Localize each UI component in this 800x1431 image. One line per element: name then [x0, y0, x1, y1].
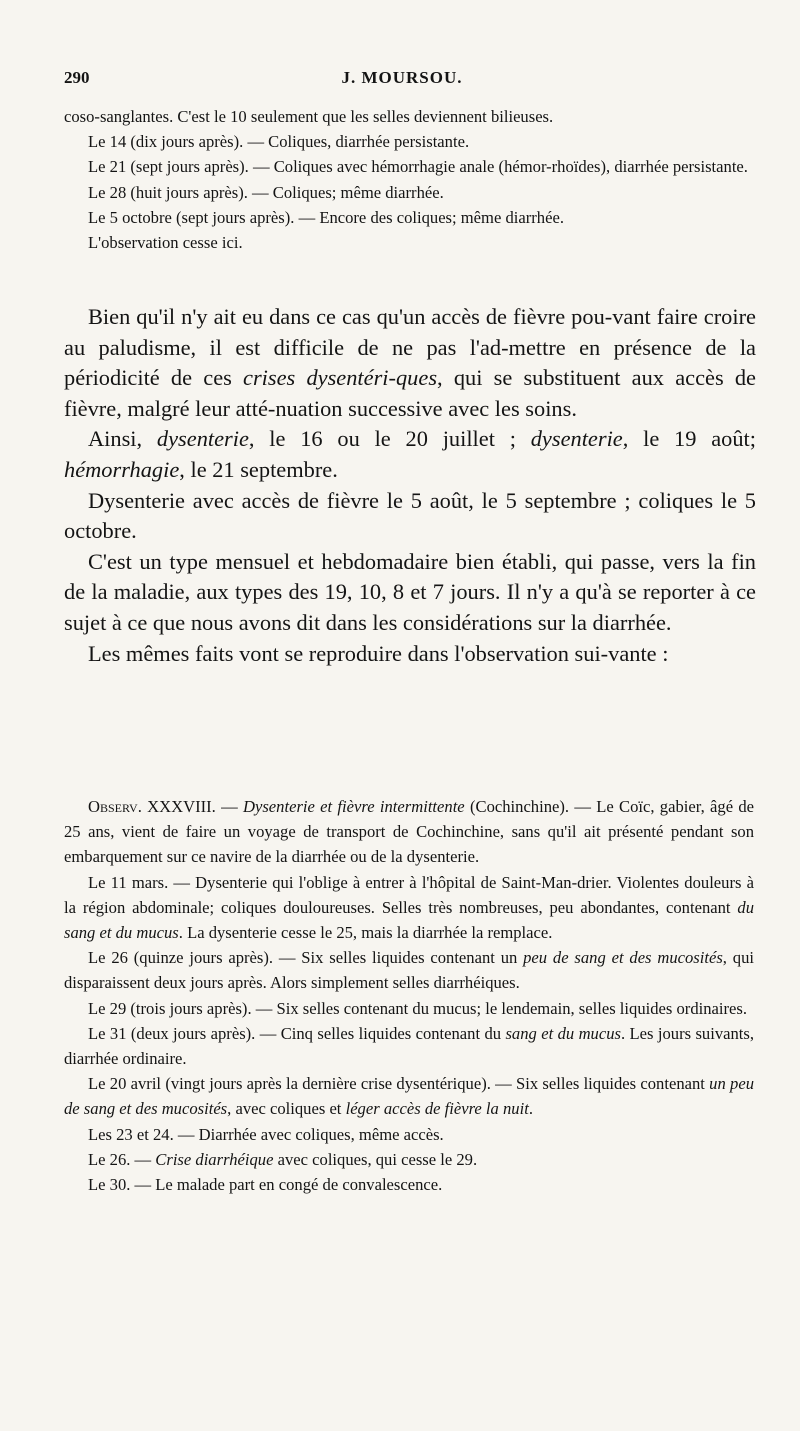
- paragraph: Les mêmes faits vont se reproduire dans l'observation sui-vante :: [88, 640, 669, 666]
- italic-text: crises dysentéri-ques: [243, 365, 438, 391]
- page-header: [64, 68, 740, 92]
- paragraph: C'est un type mensuel et hebdomadaire bien établi, qui passe, vers la fin de la maladie, aux types des 19, 10, 8 et 7 jours. Il n'y a qu'à se reporter à ce sujet à ce que nous avons dit dans les considérations sur la diarrhée.: [64, 548, 756, 635]
- paragraph: [64, 870, 754, 946]
- paragraph: [64, 794, 754, 870]
- text: Le 26. —: [88, 1149, 156, 1169]
- paragraph: [64, 424, 756, 485]
- text: , avec coliques et: [227, 1099, 346, 1119]
- text: avec coliques, qui cesse le 29.: [273, 1149, 478, 1169]
- paragraph: [64, 1147, 754, 1172]
- paragraph: [64, 945, 754, 995]
- text: Le 31 (deux jours après). — Cinq selles liquides contenant du: [88, 1023, 506, 1043]
- running-head: J. MOURSOU.: [341, 68, 463, 87]
- text: Bien qu'il n'y ait eu dans ce cas qu'un accès de fièvre pou-vant faire croire au paludisme, il est difficile de ne pas l'ad-mettre en présence de la périodicité de ces: [64, 304, 756, 391]
- text: , qui disparaissent deux jours après. Alors simplement selles diarrhéiques.: [64, 948, 754, 993]
- paragraph: Dysenterie avec accès de fièvre le 5 août, le 5 septembre ; coliques le 5 octobre.: [64, 487, 756, 544]
- text: Le 26 (quinze jours après). — Six selles liquides contenant un: [88, 948, 524, 968]
- italic-text: léger accès de fièvre la nuit: [345, 1099, 529, 1119]
- paragraph: [64, 1071, 754, 1121]
- paragraph: Le 5 octobre (sept jours après). — Encore des coliques; même diarrhée.: [88, 207, 564, 227]
- italic-text: peu de sang et des mucosités: [523, 948, 723, 968]
- commentary: [64, 302, 756, 669]
- observation-label: Observ. XXXVIII.: [88, 797, 216, 816]
- italic-text: du sang et du mucus: [64, 897, 754, 943]
- observation-title: Dysenterie et fièvre intermittente: [243, 797, 465, 816]
- italic-text: sang et du mucus: [505, 1023, 621, 1043]
- page-number: 290: [64, 68, 90, 87]
- text: (Cochinchine). — Le Coïc, gabier, âgé de 25 ans, vient de faire un voyage de transport de Cochinchine, sans qu'il ait présenté pendant son embarquement sur ce navire de la diarrhée ou de la dysenterie.: [64, 797, 755, 867]
- text: Le 11 mars. — Dysenterie qui l'oblige à entrer à l'hôpital de Saint-Man-drier. Violentes douleurs à la région abdominale; coliques douloureuses. Selles très nombreuses, peu abondantes, contenant: [64, 872, 754, 917]
- paragraph: Le 30. — Le malade part en congé de convalescence.: [88, 1175, 443, 1195]
- italic-text: Crise diarrhéique: [155, 1149, 274, 1169]
- paragraph: Le 14 (dix jours après). — Coliques, diarrhée persistante.: [88, 132, 470, 152]
- text: . Les jours suivants, diarrhée ordinaire.: [64, 1023, 755, 1069]
- text: , le 21 septembre.: [179, 456, 338, 482]
- text: , qui se substituent aux accès de fièvre, malgré leur atté-nuation successive avec les soins.: [64, 365, 756, 421]
- italic-text: dysenterie: [156, 426, 249, 452]
- text: , le 16 ou le 20 juillet ;: [248, 426, 531, 452]
- text: , le 19 août;: [622, 426, 756, 452]
- paragraph: Le 28 (huit jours après). — Coliques; même diarrhée.: [88, 182, 444, 202]
- observation-38: [64, 794, 754, 1197]
- case-notes-continued: [64, 104, 754, 255]
- text: Ainsi,: [88, 426, 157, 452]
- italic-text: dysenterie: [530, 426, 623, 452]
- text: .: [528, 1099, 533, 1119]
- italic-text: hémorrhagie: [64, 456, 180, 482]
- paragraph: [64, 302, 756, 424]
- paragraph: [64, 1021, 754, 1071]
- paragraph: Le 29 (trois jours après). — Six selles contenant du mucus; le lendemain, selles liquides ordinaires.: [88, 998, 747, 1018]
- paragraph: L'observation cesse ici.: [88, 233, 243, 253]
- text: . La dysenterie cesse le 25, mais la diarrhée la remplace.: [178, 923, 553, 943]
- text: —: [215, 797, 243, 816]
- paragraph: Les 23 et 24. — Diarrhée avec coliques, même accès.: [88, 1124, 444, 1144]
- italic-text: un peu de sang et des mucosités: [64, 1074, 754, 1119]
- paragraph: Le 21 (sept jours après). — Coliques avec hémorrhagie anale (hémor-rhoïdes), diarrhée persistante.: [88, 157, 748, 177]
- paragraph: coso-sanglantes. C'est le 10 seulement que les selles deviennent bilieuses.: [64, 107, 554, 126]
- text: Le 20 avril (vingt jours après la dernière crise dysentérique). — Six selles liquides contenant: [88, 1074, 710, 1094]
